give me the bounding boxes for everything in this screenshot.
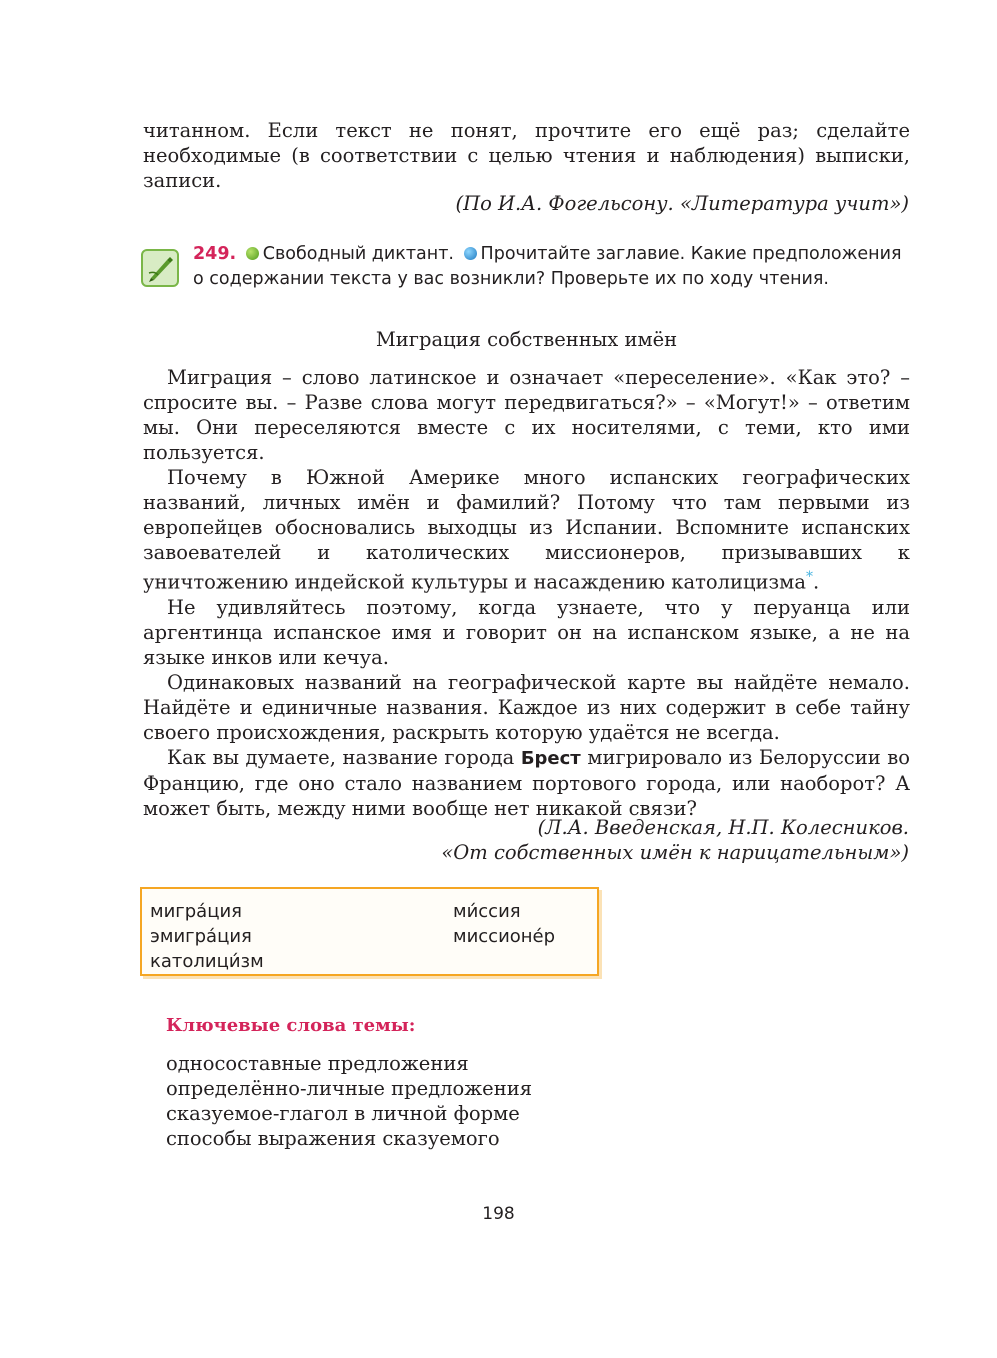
vocab-word: католици́зм: [150, 951, 264, 972]
task-part-1: Свободный диктант.: [262, 244, 454, 264]
article-body: [143, 365, 910, 821]
footnote-asterisk: *: [805, 569, 813, 585]
article-paragraph-4: Одинаковых названий на географической карте вы найдёте немало. Найдёте и единичные названия. Каждое из них содержит в себе тайну своего происхождения, раскрыть которую удаётся не всегда.: [143, 670, 910, 744]
keyword-item: определённо-личные предложения: [166, 1077, 533, 1100]
paragraph-2-end: .: [812, 570, 820, 594]
vocabulary-column-1: [150, 899, 264, 974]
intro-text: читанном. Если текст не понят, прочтите его ещё раз; сделайте необходимые (в соответствии с целью чтения и наблюдения) выписки, записи.: [143, 119, 910, 192]
keyword-item: сказуемое-глагол в личной форме: [166, 1102, 520, 1125]
article-attribution-1: (Л.А. Введенская, Н.П. Колесников.: [537, 816, 909, 839]
article-title: Миграция собственных имён: [375, 328, 678, 351]
article-attribution-2: «От собственных имён к нарицательным»): [441, 841, 909, 864]
vocab-word: ми́ссия: [453, 901, 521, 922]
article-paragraph-1: Миграция – слово латинское и означает «переселение». «Как это? – спросите вы. – Разве слова могут передвигаться?» – «Могут!» – ответим мы. Они переселяются вместе с их носителями, с теми, кто ими пользуется.: [143, 366, 910, 464]
keywords-list: [166, 1051, 532, 1151]
keywords-title: Ключевые слова темы:: [166, 1015, 416, 1036]
article-paragraph-5: [143, 745, 910, 821]
brest-word: Брест: [520, 747, 581, 769]
vocabulary-box: [140, 887, 599, 976]
blue-dot-icon: [464, 247, 477, 260]
paragraph-5-b: мигрировало из Белоруссии во Францию, где оно стало названием портового города, или наоборот? А может быть, между ними вообще нет никакой связи?: [143, 745, 910, 820]
intro-paragraph: [143, 118, 910, 193]
vocab-word: мигра́ция: [150, 901, 242, 922]
vocab-word: миссионе́р: [453, 926, 556, 947]
task-249: [193, 242, 910, 292]
paragraph-2-text: Почему в Южной Америке много испанских географических названий, личных имён и фамилий? Потому что там первыми из европейцев обосновались выходцы из Испании. Вспомните испанских завоевателей и католических миссионеров, призывавших к уничтожению индейской культуры и насаждению католицизма: [143, 466, 910, 594]
article-paragraph-2: [143, 465, 910, 595]
paragraph-5-a: Как вы думаете, название города: [167, 745, 521, 769]
vocabulary-column-2: [453, 899, 555, 949]
intro-attribution: (По И.А. Фогельсону. «Литература учит»): [455, 192, 909, 215]
keyword-item: односоставные предложения: [166, 1052, 469, 1075]
pen-icon: [141, 249, 179, 287]
page-number: 198: [482, 1204, 515, 1224]
vocab-word: эмигра́ция: [150, 926, 252, 947]
article-paragraph-3: Не удивляйтесь поэтому, когда узнаете, что у перуанца или аргентинца испанское имя и говорит он на испанском языке, а не на языке инков или кечуа.: [143, 595, 910, 669]
task-part-2: Прочитайте заглавие. Какие предположения о содержании текста у вас возникли? Проверьте их по ходу чтения.: [193, 244, 902, 289]
green-dot-icon: [246, 247, 259, 260]
task-number: 249.: [193, 244, 237, 264]
keyword-item: способы выражения сказуемого: [166, 1127, 500, 1150]
